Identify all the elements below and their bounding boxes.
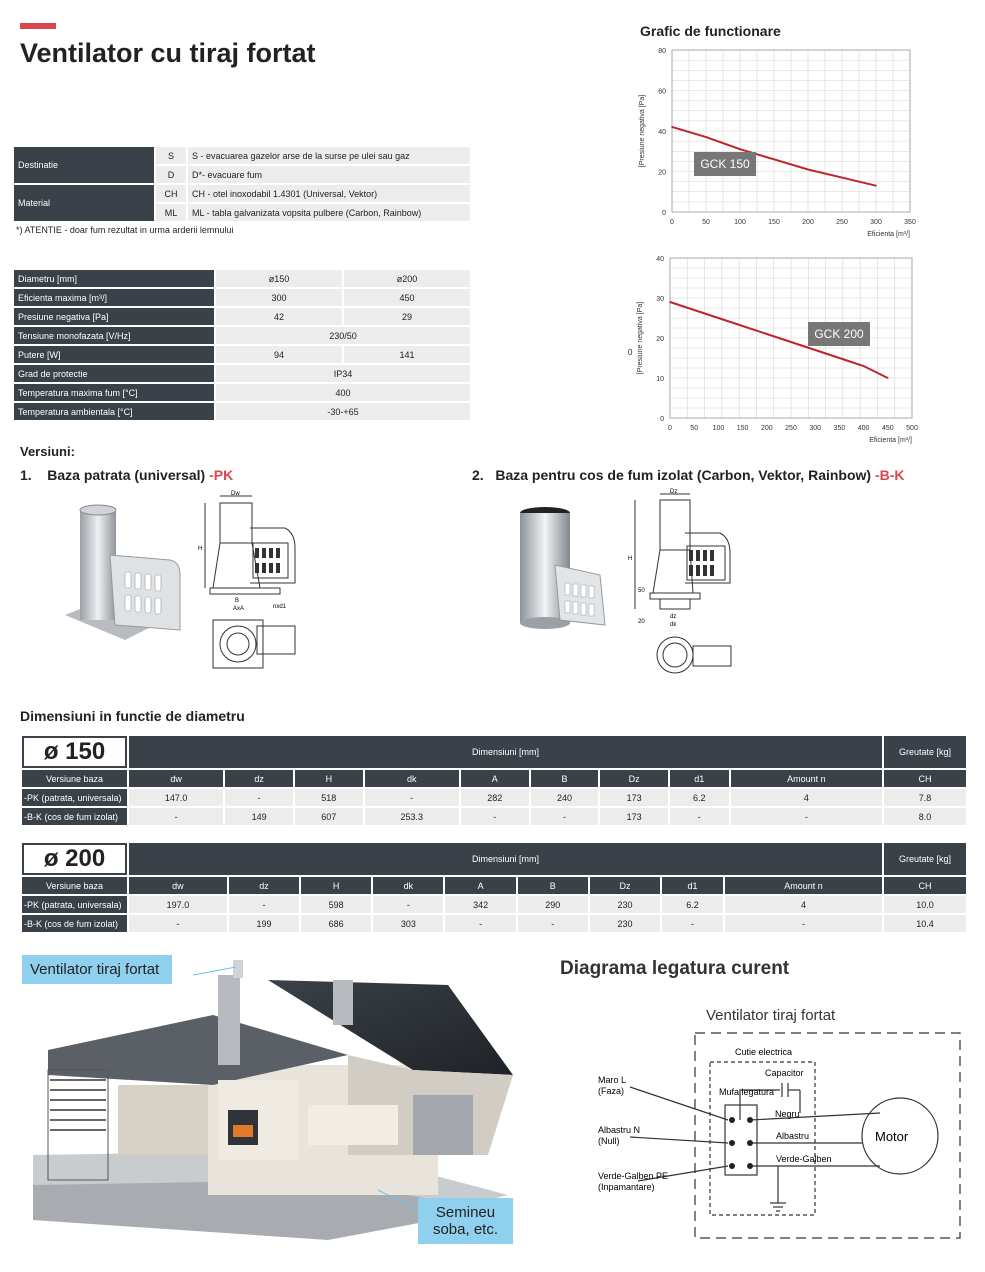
dim-cell: -B-K (cos de fum izolat) [22,808,127,825]
x-tick-label: 400 [857,425,870,432]
data-point [814,349,816,351]
stove-label-line2: soba, etc. [432,1221,499,1238]
param-value: 141 [344,346,470,363]
spec-note: *) ATENTIE - doar fum rezultat in urma arderii lemnului [16,225,234,235]
param-value: -30-+65 [216,403,470,420]
wiring-diagram [590,1025,970,1245]
dim-cell: - [229,896,299,913]
dim-col-header: Amount n [725,877,882,894]
version-2-title [472,467,905,483]
dim-cell: - [731,808,882,825]
data-point [839,357,841,359]
data-point [766,333,768,335]
dim-cell: - [725,915,882,932]
dim-50-label: 50 [638,588,645,594]
weight-header: Greutate [kg] [884,736,966,768]
dim-cell: 197.0 [129,896,227,913]
data-point [863,365,865,367]
dim-cell: - [225,789,293,806]
x-tick-label: 50 [690,425,699,432]
data-point [841,177,843,179]
data-point [739,148,741,150]
version-2-text: Baza pentru cos de fum izolat (Carbon, Vektor, Rainbow) [495,467,875,483]
x-tick-label: 150 [736,425,749,432]
table-row [22,789,966,806]
axis-zero-label: 0 [628,348,633,357]
x-tick-label: 300 [870,219,882,226]
wire-l3b: (Inpamantare) [598,1182,655,1192]
diameter-size: ø 150 [22,736,127,768]
dim-cell: 173 [600,808,668,825]
dim-cell: - [670,808,729,825]
spec-code: D [156,166,186,183]
version-1-title [20,467,233,483]
dim-col-header: B [531,770,599,787]
dimensions-title: Dimensiuni in functie de diametru [20,708,245,724]
param-label: Tensiune monofazata [V/Hz] [14,327,214,344]
data-point [718,317,720,319]
param-value: IP34 [216,365,470,382]
dim-nxd-label: nxd1 [273,604,287,610]
param-value: ø200 [344,270,470,287]
spec-desc: D*- evacuare fum [188,166,470,183]
dim-dz-label: Dz [670,489,678,495]
data-point [887,377,889,379]
version-1-code: -PK [209,467,234,483]
dim-cell: 303 [373,915,443,932]
spec-desc: CH - otel inoxodabil 1.4301 (Universal, Vektor) [188,185,470,202]
stove-label [418,1198,513,1244]
wiring-negru: Negru [775,1109,800,1119]
dim-col-header: A [445,877,515,894]
dim-cell: 4 [731,789,882,806]
dimension-table-200 [20,841,968,934]
page-title: Ventilator cu tiraj fortat [20,38,316,68]
dim-cell: 7.8 [884,789,966,806]
dim-cell: 240 [531,789,599,806]
x-tick-label: 0 [670,219,674,226]
x-tick-label: 500 [906,425,918,432]
data-point [669,301,671,303]
x-tick-label: 200 [760,425,773,432]
dim-col-header: A [461,770,529,787]
spec-code: ML [156,204,186,221]
spec-code: CH [156,185,186,202]
x-tick-label: 50 [702,219,710,226]
param-value: 42 [216,308,342,325]
wiring-capacitor: Capacitor [765,1068,804,1078]
y-tick-label: 0 [662,210,666,217]
param-value: 230/50 [216,327,470,344]
y-tick-label: 80 [658,48,666,55]
spec-code: S [156,147,186,164]
wire-l2: Albastru N [598,1125,641,1135]
dim-dw-label: Dw [231,491,240,497]
dim-col-header: dw [129,770,223,787]
spec-desc: S - evacuarea gazelor arse de la surse pe ulei sau gaz [188,147,470,164]
dim-dz2-label: dz [670,614,677,620]
dim-cell: - [461,808,529,825]
dim-h2-label: H [628,556,633,562]
y-tick-label: 10 [656,376,664,383]
technical-drawing-pk [195,488,310,673]
dim-cell: - [662,915,723,932]
wiring-cutie: Cutie electrica [735,1047,793,1057]
dim-cell: - [531,808,599,825]
param-value: 400 [216,384,470,401]
dim-col-header: CH [884,877,966,894]
dim-cell: 6.2 [662,896,723,913]
dim-cell: - [129,808,223,825]
dim-b-label: B [235,598,240,604]
x-tick-label: 450 [881,425,894,432]
dim-cell: 282 [461,789,529,806]
x-axis-label: Eficienta [m³/] [869,437,912,444]
wiring-mufa: Mufa legatura [719,1087,775,1097]
y-tick-label: 40 [658,129,666,136]
x-tick-label: 150 [768,219,780,226]
dim-col-header: dk [373,877,443,894]
x-tick-label: 250 [785,425,797,432]
dim-cell: 253.3 [365,808,459,825]
dim-cell: 149 [225,808,293,825]
version-2-code: -B-K [874,467,905,483]
wire-l1b: (Faza) [598,1086,625,1096]
x-tick-label: 0 [668,425,672,432]
table-row [22,915,966,932]
x-tick-label: 300 [809,425,822,432]
dim-cell: 173 [600,789,668,806]
param-value: ø150 [216,270,342,287]
dim-col-header: CH [884,770,966,787]
x-tick-label: 250 [836,219,848,226]
dim-col-header: B [518,877,588,894]
x-tick-label: 100 [712,425,725,432]
dim-cell: 342 [445,896,515,913]
dim-header: Dimensiuni [mm] [129,736,882,768]
dim-cell: - [445,915,515,932]
param-value: 450 [344,289,470,306]
table-row [22,808,966,825]
data-point [742,325,744,327]
spec-label: Destinatie [14,147,154,183]
dimension-table-150 [20,734,968,827]
wire-l2b: (Null) [598,1136,620,1146]
wiring-verde: Verde-Galben [776,1154,832,1164]
y-tick-label: 60 [658,88,666,96]
dim-cell: -PK (patrata, universala) [22,896,127,913]
data-point [807,169,809,171]
dim-col-header: H [295,770,363,787]
x-tick-label: 350 [833,425,846,432]
series-label: GCK 150 [700,157,750,171]
param-label: Temperatura ambientala [°C] [14,403,214,420]
dim-cell: 290 [518,896,588,913]
weight-header: Greutate [kg] [884,843,966,875]
dim-cell: 230 [590,896,660,913]
dim-col-header: Dz [590,877,660,894]
dim-cell: 686 [301,915,371,932]
param-label: Presiune negativa [Pa] [14,308,214,325]
dim-cell: 6.2 [670,789,729,806]
dim-cell: 199 [229,915,299,932]
y-axis-label: [Presiune negativa [Pa] [639,94,646,168]
param-label: Grad de protectie [14,365,214,382]
wiring-title: Diagrama legatura curent [560,958,790,979]
dim-cell: 4 [725,896,882,913]
param-label: Diametru [mm] [14,270,214,287]
dim-20-label: 20 [638,619,645,625]
dim-cell: 10.0 [884,896,966,913]
dim-axa-label: AxA [233,606,245,612]
dim-h-label: H [198,546,203,552]
wire-l1: Maro L [598,1075,627,1085]
x-tick-label: 350 [904,219,916,226]
y-axis-label: [Presiune negativa [Pa] [637,301,644,375]
y-tick-label: 0 [660,416,664,423]
params-table [12,268,472,422]
dim-dk-label: dk [670,622,677,628]
dim-col-header: Versiune baza [22,877,127,894]
y-tick-label: 30 [656,296,664,303]
dim-col-header: Amount n [731,770,882,787]
spec-label: Material [14,185,154,221]
dim-cell: - [518,915,588,932]
stove-label-line1: Semineu [435,1204,496,1221]
wiring-box-title: Ventilator tiraj fortat [706,1007,836,1024]
table-row [22,896,966,913]
wiring-albastru: Albastru [776,1131,810,1141]
x-axis-label: Eficienta [m³/] [867,231,910,238]
param-label: Putere [W] [14,346,214,363]
param-label: Eficienta maxima [m³/] [14,289,214,306]
fan-label: Ventilator tiraj fortat [22,955,172,984]
param-value: 94 [216,346,342,363]
dim-cell: - [373,896,443,913]
dim-col-header: dk [365,770,459,787]
dim-cell: -PK (patrata, universala) [22,789,127,806]
x-tick-label: 200 [802,219,814,226]
dim-cell: 598 [301,896,371,913]
spec-table [12,145,472,223]
wire-l3: Verde-Galben PE [598,1171,669,1181]
version-1-text: Baza patrata (universal) [47,467,210,483]
dim-col-header: H [301,877,371,894]
dim-cell: 230 [590,915,660,932]
dim-cell: - [129,915,227,932]
param-label: Temperatura maxima fum [°C] [14,384,214,401]
dim-col-header: d1 [662,877,723,894]
dim-cell: 607 [295,808,363,825]
dim-col-header: dz [229,877,299,894]
dim-cell: 10.4 [884,915,966,932]
dim-col-header: dw [129,877,227,894]
param-value: 300 [216,289,342,306]
chart-title: Grafic de functionare [640,23,781,39]
x-tick-label: 100 [734,219,746,226]
chart-gck200 [620,250,920,450]
dim-header: Dimensiuni [mm] [129,843,882,875]
version-2-number: 2. [472,467,484,483]
product-photo-pk [55,500,185,645]
chart-gck150 [630,42,930,247]
dim-col-header: Dz [600,770,668,787]
spec-desc: ML - tabla galvanizata vopsita pulbere (Carbon, Rainbow) [188,204,470,221]
dim-cell: 518 [295,789,363,806]
y-tick-label: 40 [656,256,664,263]
dim-cell: -B-K (cos de fum izolat) [22,915,127,932]
dim-col-header: dz [225,770,293,787]
dim-cell: - [365,789,459,806]
motor-label: Motor [875,1129,909,1144]
technical-drawing-bk [625,488,745,683]
param-value: 29 [344,308,470,325]
dim-col-header: Versiune baza [22,770,127,787]
data-point [671,126,673,128]
dim-col-header: d1 [670,770,729,787]
diameter-size: ø 200 [22,843,127,875]
data-point [790,341,792,343]
data-point [693,309,695,311]
series-label: GCK 200 [814,327,864,341]
data-point [875,185,877,187]
versions-heading: Versiuni: [20,444,75,459]
version-1-number: 1. [20,467,32,483]
data-point [705,136,707,138]
y-tick-label: 20 [658,169,666,177]
accent-bar [20,23,56,29]
dim-cell: 8.0 [884,808,966,825]
product-photo-bk [510,505,610,645]
data-point [773,159,775,161]
dim-cell: 147.0 [129,789,223,806]
y-tick-label: 20 [656,336,664,343]
